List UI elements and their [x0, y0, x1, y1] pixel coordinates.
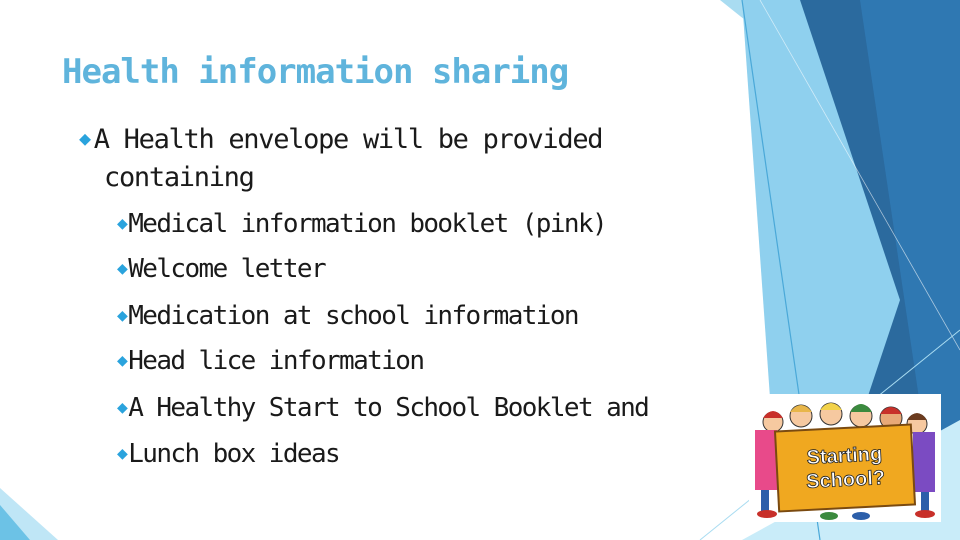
list-item — [117, 299, 578, 333]
sign-text-line1: Starting — [806, 443, 883, 469]
list-item-text: Welcome letter — [128, 254, 325, 284]
list-item-text: Head lice information — [128, 346, 424, 376]
list-item-text: Lunch box ideas — [128, 439, 340, 469]
list-item-text: Medication at school information — [128, 301, 578, 331]
diamond-bullet-icon: ◆ — [79, 126, 90, 150]
list-item-text: Medical information booklet (pink) — [128, 209, 607, 239]
list-item — [117, 252, 325, 286]
list-item — [117, 437, 339, 471]
list-item — [117, 344, 423, 378]
diamond-bullet-icon: ◆ — [117, 258, 127, 279]
slide-title: Health information sharing — [62, 52, 569, 92]
diamond-bullet-icon: ◆ — [117, 305, 127, 326]
diamond-bullet-icon: ◆ — [117, 350, 127, 371]
main-bullet — [79, 119, 679, 197]
list-item — [117, 207, 606, 241]
diamond-bullet-icon: ◆ — [117, 397, 127, 418]
list-item — [117, 391, 648, 425]
main-bullet-text-line1: A Health envelope will be provided — [93, 124, 603, 155]
list-item-text: A Healthy Start to School Booklet and — [128, 393, 649, 423]
main-bullet-text-line2: containing — [104, 162, 254, 193]
diamond-bullet-icon: ◆ — [117, 443, 127, 464]
diamond-bullet-icon: ◆ — [117, 213, 127, 234]
sign-text-line2: School? — [805, 466, 886, 494]
sign-board — [775, 424, 915, 511]
starting-school-clipart — [749, 394, 941, 522]
kids-holding-sign-illustration — [749, 394, 941, 522]
